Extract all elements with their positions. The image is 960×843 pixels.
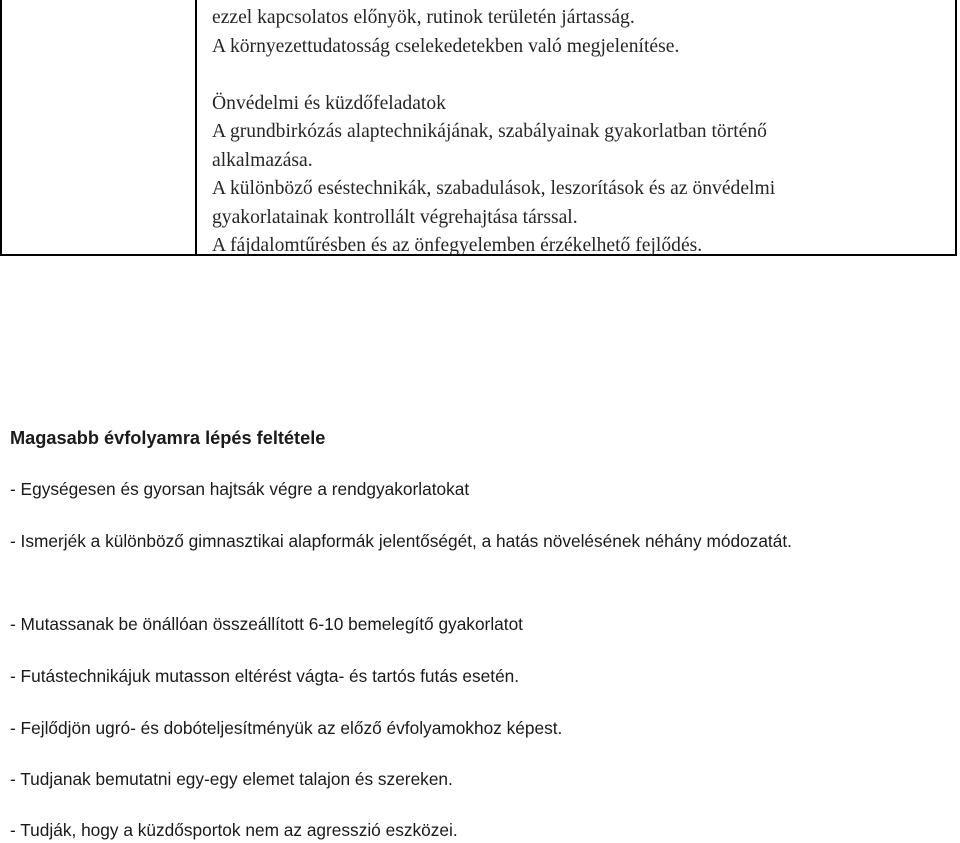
blank-line: [212, 61, 955, 90]
table-right-cell: [195, 0, 957, 256]
section-heading: Magasabb évfolyamra lépés feltétele: [10, 428, 326, 448]
table-text-line: gyakorlatainak kontrollált végrehajtása társsal.: [212, 206, 578, 228]
curriculum-table: [0, 0, 957, 256]
table-text-line: A környezettudatosság cselekedetekben való megjelenítése.: [212, 35, 680, 57]
table-text-line: Önvédelmi és küzdőfeladatok: [212, 92, 446, 114]
requirement-item: - Ismerjék a különböző gimnasztikai alapformák jelentőségét, a hatás növelésének néhány módozatát.: [10, 531, 792, 551]
requirement-item: - Fejlődjön ugró- és dobóteljesítményük az előző évfolyamokhoz képest.: [10, 718, 563, 738]
requirement-item: - Mutassanak be önállóan összeállított 6-10 bemelegítő gyakorlatot: [10, 614, 523, 634]
requirement-item: - Tudják, hogy a küzdősportok nem az agresszió eszközei.: [10, 820, 458, 840]
table-text-line: A különböző eséstechnikák, szabadulások, leszorítások és az önvédelmi: [212, 178, 776, 199]
table-text-line: A fájdalomtűrésben és az önfegyelemben érzékelhető fejlődés.: [212, 235, 703, 256]
requirement-item: - Futástechnikájuk mutasson eltérést vágta- és tartós futás esetén.: [10, 666, 520, 686]
table-left-cell: [0, 0, 197, 256]
table-text-line: A grundbirkózás alaptechnikájának, szabályainak gyakorlatban történő: [212, 121, 767, 142]
requirement-item: - Tudjanak bemutatni egy-egy elemet talajon és szereken.: [10, 769, 453, 789]
table-text-line: ezzel kapcsolatos előnyök, rutinok területén jártasság.: [212, 7, 635, 28]
promotion-requirements-section: [10, 424, 950, 840]
table-text-line: alkalmazása.: [212, 149, 313, 171]
requirement-item: - Egységesen és gyorsan hajtsák végre a rendgyakorlatokat: [10, 479, 470, 499]
